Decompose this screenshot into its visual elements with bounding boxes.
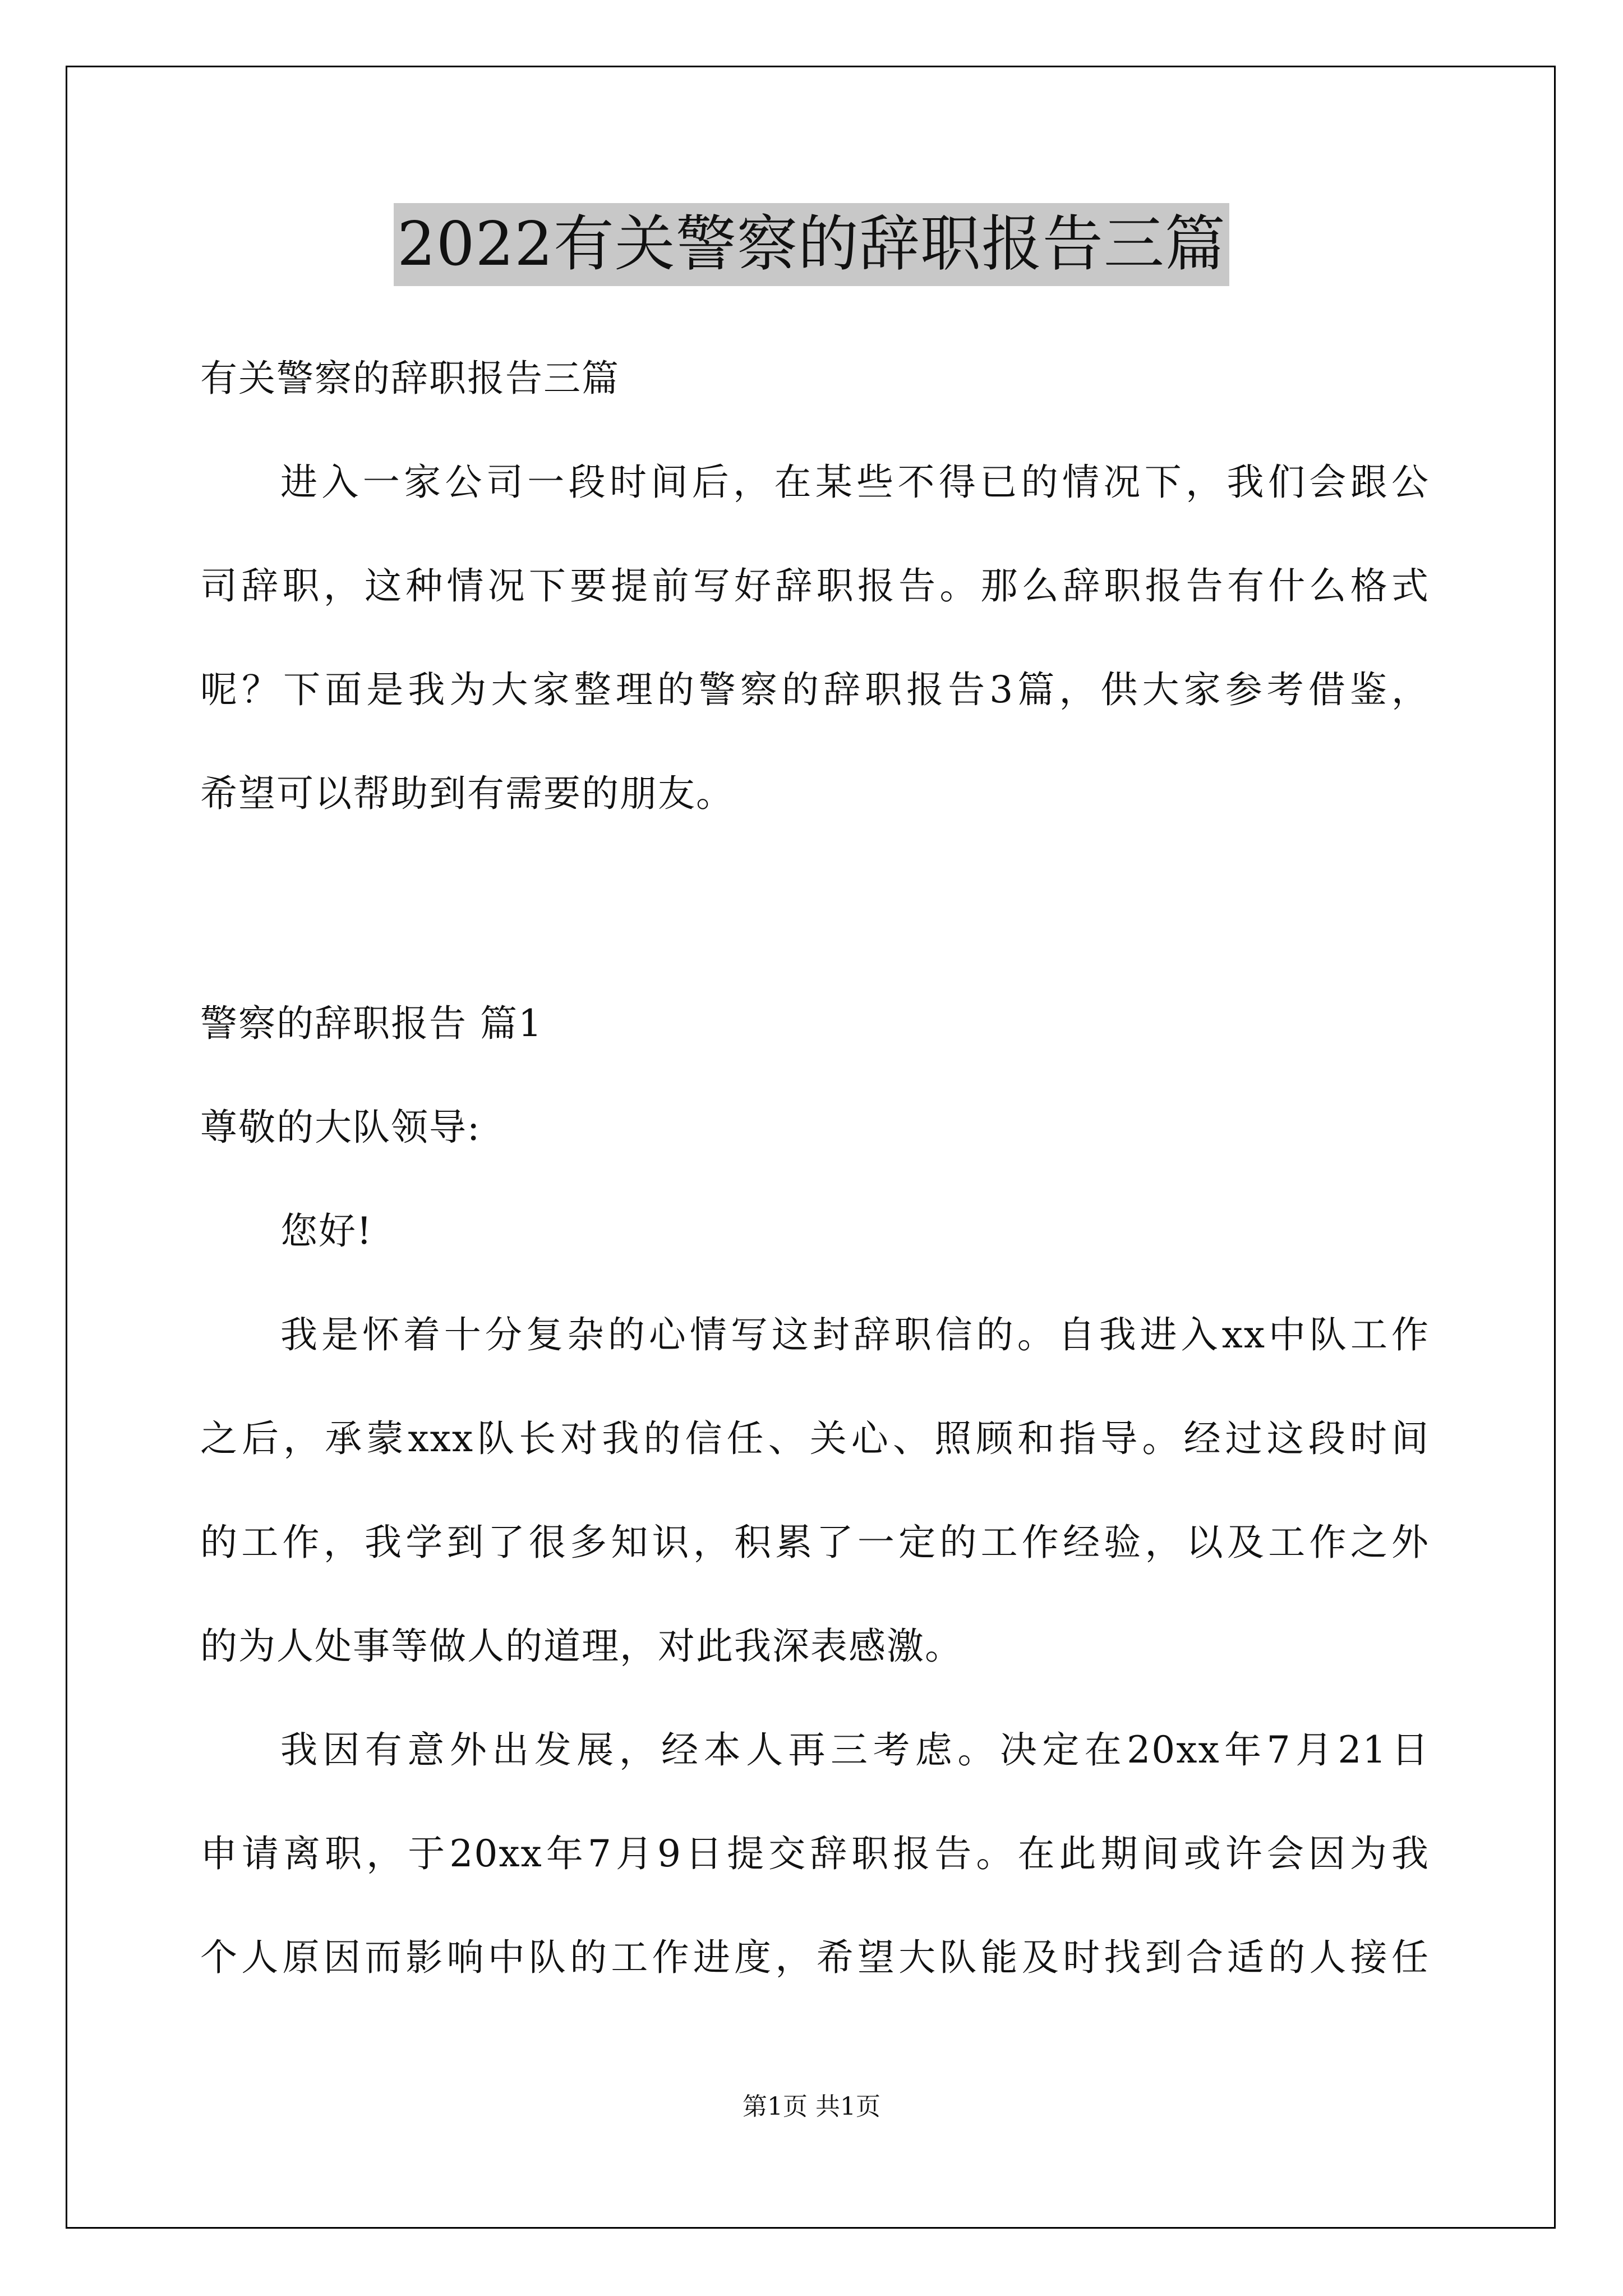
paragraph2-line-3: 个人原因而影响中队的工作进度，希望大队能及时找到合适的人接任 bbox=[200, 1936, 1430, 1979]
document-subtitle: 有关警察的辞职报告三篇 bbox=[200, 357, 620, 400]
paragraph1-line-4: 的为人处事等做人的道理，对此我深表感激。 bbox=[200, 1625, 963, 1668]
intro-line-2: 司辞职，这种情况下要提前写好辞职报告。那么辞职报告有什么格式 bbox=[200, 564, 1430, 608]
intro-line-1: 进入一家公司一段时间后，在某些不得已的情况下，我们会跟公 bbox=[280, 461, 1430, 504]
intro-line-4: 希望可以帮助到有需要的朋友。 bbox=[200, 772, 734, 815]
paragraph1-line-3: 的工作，我学到了很多知识，积累了一定的工作经验，以及工作之外 bbox=[200, 1521, 1430, 1564]
page-footer: 第1页 共1页 bbox=[743, 2092, 880, 2121]
paragraph1-line-1: 我是怀着十分复杂的心情写这封辞职信的。自我进入xx中队工作 bbox=[280, 1313, 1430, 1356]
title-container bbox=[0, 203, 1623, 286]
paragraph2-line-1: 我因有意外出发展，经本人再三考虑。决定在20xx年7月21日 bbox=[280, 1728, 1430, 1772]
salutation: 尊敬的大队领导: bbox=[200, 1106, 481, 1149]
paragraph2-line-2: 申请离职，于20xx年7月9日提交辞职报告。在此期间或许会因为我 bbox=[200, 1832, 1430, 1875]
paragraph1-line-2: 之后，承蒙xxx队长对我的信任、关心、照顾和指导。经过这段时间 bbox=[200, 1417, 1430, 1460]
intro-line-3: 呢？下面是我为大家整理的警察的辞职报告3篇，供大家参考借鉴， bbox=[200, 668, 1430, 711]
section-heading: 警察的辞职报告 篇1 bbox=[200, 1002, 543, 1045]
greeting: 您好! bbox=[280, 1209, 373, 1253]
document-title: 2022有关警察的辞职报告三篇 bbox=[394, 203, 1229, 286]
